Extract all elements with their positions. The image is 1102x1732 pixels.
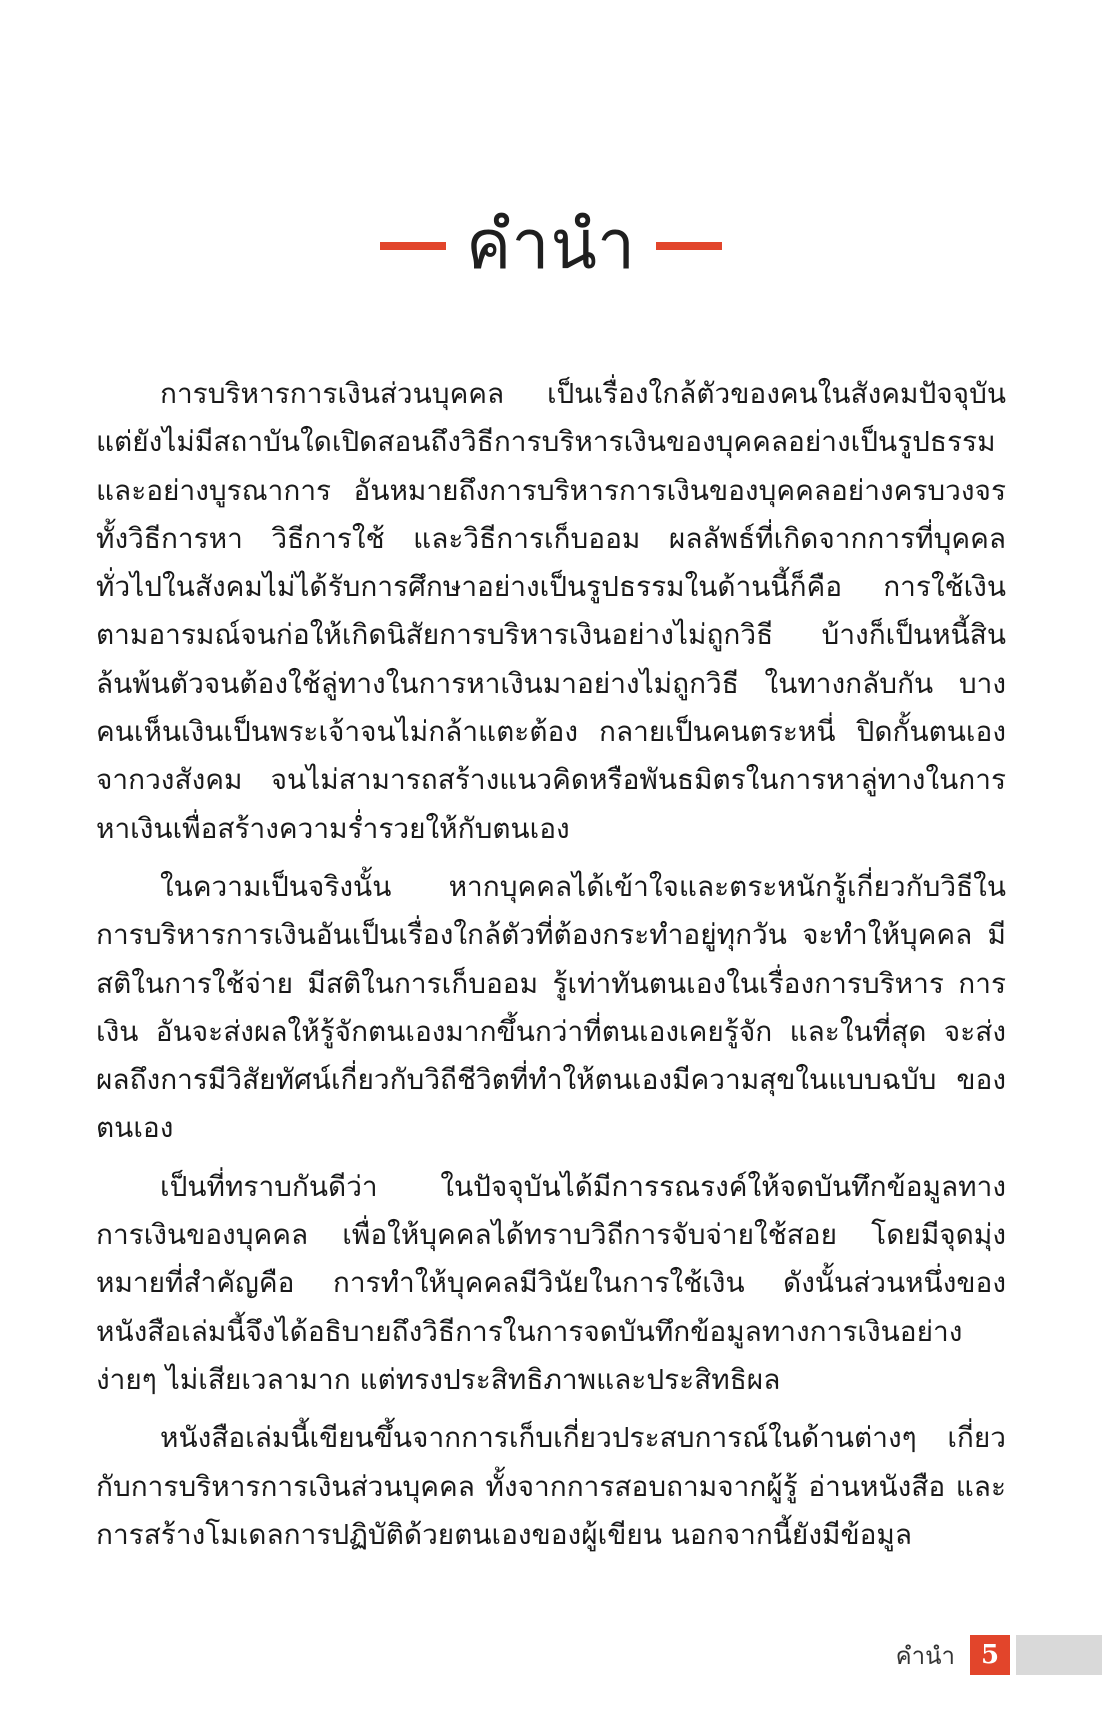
heading-right-dash	[656, 242, 722, 250]
paragraph-4: หนังสือเล่มนี้เขียนขึ้นจากการเก็บเกี่ยวประสบการณ์ในด้านต่างๆ เกี่ยว กับการบริหารการเงินส่วนบุคคล ทั้งจากการสอบถามจากผู้รู้ อ่านหนังสือ และการสร้างโมเดลการปฏิบัติด้วยตนเองของผู้เขียน นอกจากนี้ยังมีข้อมูล	[96, 1421, 1006, 1551]
preface-body	[96, 370, 1006, 1569]
paragraph-2: ในความเป็นจริงนั้น หากบุคคลได้เข้าใจและตระหนักรู้เกี่ยวกับวิธีใน การบริหารการเงินอันเป็นเรื่องใกล้ตัวที่ต้องกระทำอยู่ทุกวัน จะทำให้บุคคล มีสติในการใช้จ่าย มีสติในการเก็บออม รู้เท่าทันตนเองในเรื่องการบริหาร การเงิน อันจะส่งผลให้รู้จักตนเองมากขึ้นกว่าที่ตนเองเคยรู้จัก และในที่สุด จะส่งผลถึงการมีวิสัยทัศน์เกี่ยวกับวิถีชีวิตที่ทำให้ตนเองมีความสุขในแบบฉบับ ของตนเอง	[96, 869, 1006, 1145]
page-number-badge: 5	[970, 1635, 1010, 1675]
footer-section-label: คำนำ	[895, 1642, 955, 1670]
heading-left-dash	[380, 242, 446, 250]
footer-gray-bar	[1016, 1635, 1102, 1675]
paragraph-3: เป็นที่ทราบกันดีว่า ในปัจจุบันได้มีการรณรงค์ให้จดบันทึกข้อมูลทาง การเงินของบุคคล เพื่อให้บุคคลได้ทราบวิถีการจับจ่ายใช้สอย โดยมีจุดมุ่ง หมายที่สำคัญคือ การทำให้บุคคลมีวินัยในการใช้เงิน ดังนั้นส่วนหนึ่งของ หนังสือเล่มนี้จึงได้อธิบายถึงวิธีการในการจดบันทึกข้อมูลทางการเงินอย่าง ง่ายๆ ไม่เสียเวลามาก แต่ทรงประสิทธิภาพและประสิทธิผล	[96, 1169, 1006, 1396]
page-title: คำนำ	[465, 206, 637, 285]
paragraph-1: การบริหารการเงินส่วนบุคคล เป็นเรื่องใกล้ตัวของคนในสังคมปัจจุบัน แต่ยังไม่มีสถาบันใดเปิดสอนถึงวิธีการบริหารเงินของบุคคลอย่างเป็นรูปธรรม และอย่างบูรณาการ อันหมายถึงการบริหารการเงินของบุคคลอย่างครบวงจร ทั้งวิธีการหา วิธีการใช้ และวิธีการเก็บออม ผลลัพธ์ที่เกิดจากการที่บุคคล ทั่วไปในสังคมไม่ได้รับการศึกษาอย่างเป็นรูปธรรมในด้านนี้ก็คือ การใช้เงิน ตามอารมณ์จนก่อให้เกิดนิสัยการบริหารเงินอย่างไม่ถูกวิธี บ้างก็เป็นหนี้สิน ล้นพ้นตัวจนต้องใช้ลู่ทางในการหาเงินมาอย่างไม่ถูกวิธี ในทางกลับกัน บาง คนเห็นเงินเป็นพระเจ้าจนไม่กล้าแตะต้อง กลายเป็นคนตระหนี่ ปิดกั้นตนเอง จากวงสังคม จนไม่สามารถสร้างแนวคิดหรือพันธมิตรในการหาลู่ทางในการ หาเงินเพื่อสร้างความร่ำรวยให้กับตนเอง	[96, 377, 1006, 845]
page-heading	[0, 196, 1102, 296]
page-footer	[0, 1635, 1102, 1677]
